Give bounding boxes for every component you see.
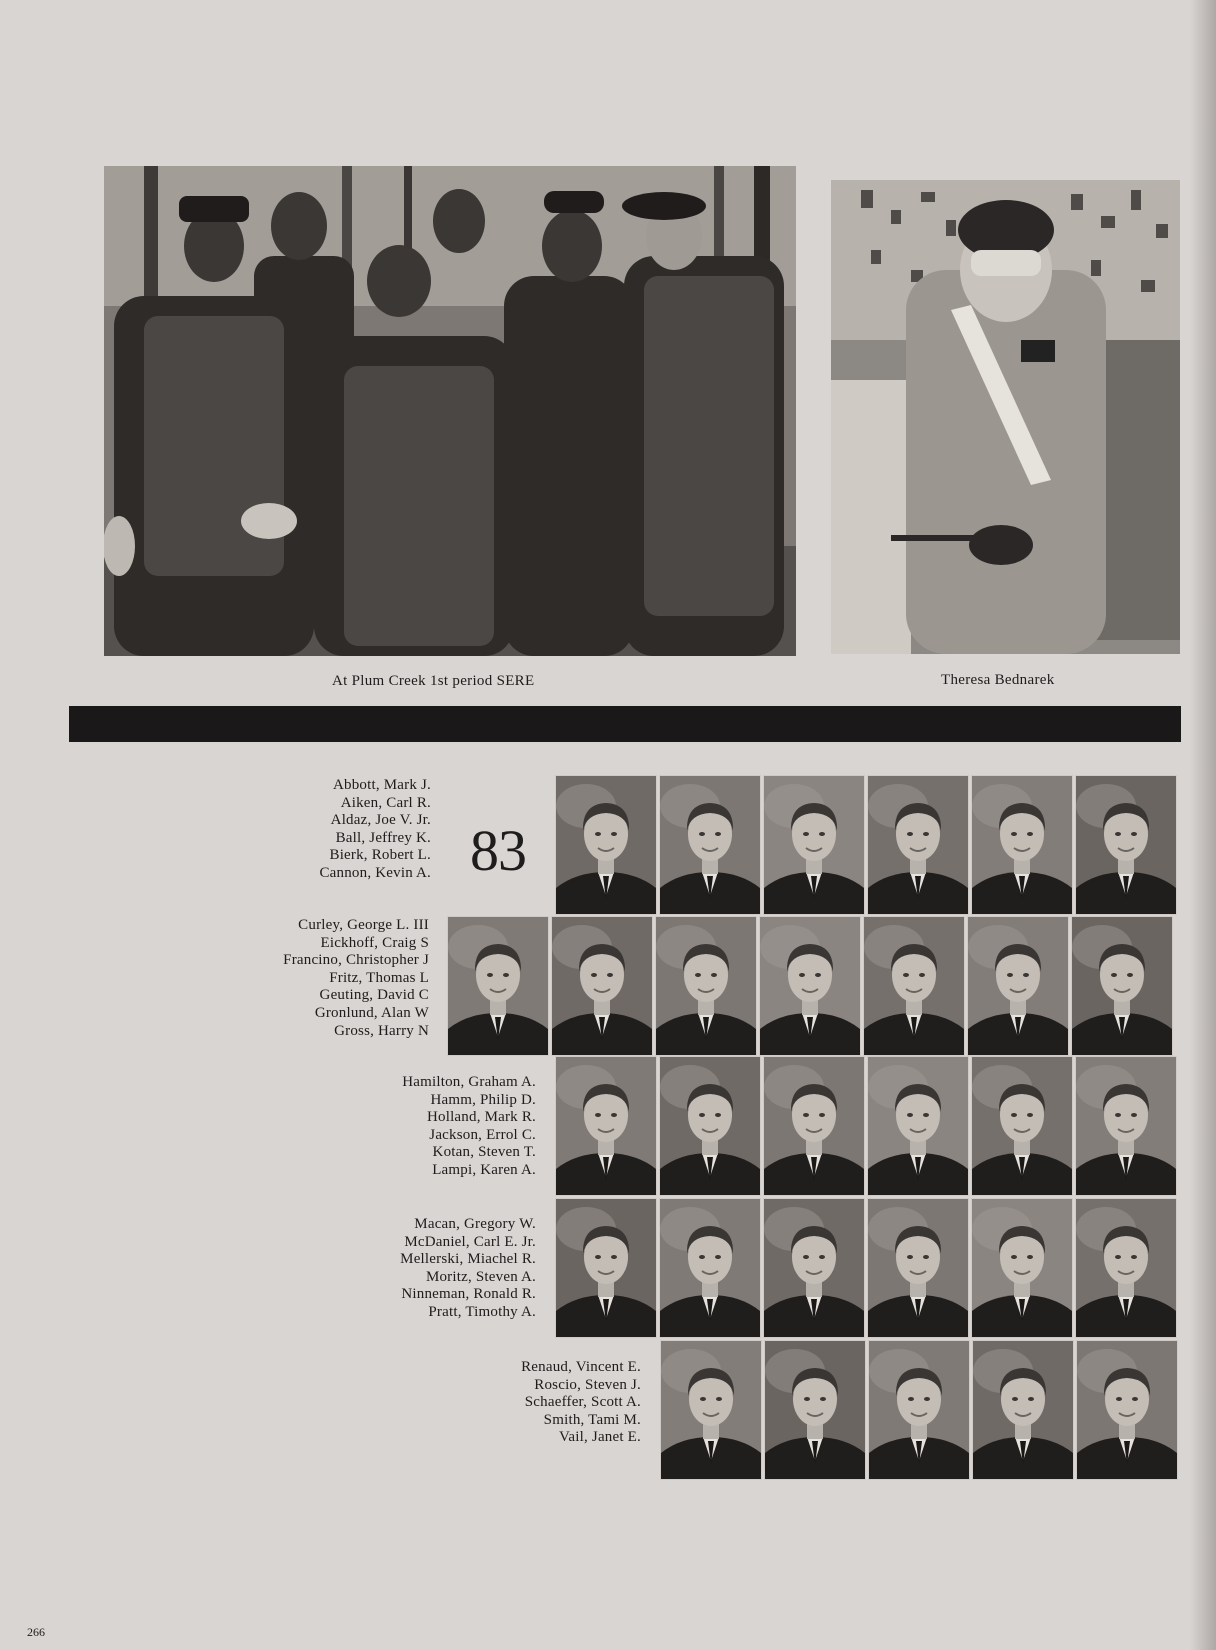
page-number: 266 — [27, 1625, 45, 1639]
name-list-group-1 — [319, 777, 431, 883]
student-portrait — [552, 917, 652, 1055]
student-name: Francino, Christopher J — [283, 952, 429, 969]
student-portrait — [864, 917, 964, 1055]
student-portrait — [764, 1057, 864, 1195]
student-portrait — [972, 1057, 1072, 1195]
group-photo-plum-creek — [104, 166, 796, 656]
student-name: Jackson, Errol C. — [429, 1126, 536, 1143]
student-name: Curley, George L. III — [298, 917, 429, 933]
student-name: Ball, Jeffrey K. — [335, 829, 431, 846]
student-name: Cannon, Kevin A. — [319, 864, 431, 881]
binding-shadow — [1190, 0, 1216, 1650]
student-name: Geuting, David C — [319, 987, 429, 1004]
student-name: Abbott, Mark J. — [333, 777, 431, 793]
student-portrait — [868, 1199, 968, 1337]
student-portrait — [868, 1057, 968, 1195]
student-portrait — [869, 1341, 969, 1479]
student-portrait — [660, 1199, 760, 1337]
student-name: Hamm, Philip D. — [430, 1091, 536, 1108]
student-portrait — [1076, 776, 1176, 914]
student-portrait — [972, 1199, 1072, 1337]
student-portrait — [968, 917, 1068, 1055]
student-name: Gross, Harry N — [334, 1022, 429, 1039]
student-name: Aldaz, Joe V. Jr. — [330, 812, 431, 829]
student-portrait — [661, 1341, 761, 1479]
student-name: Roscio, Steven J. — [534, 1376, 641, 1393]
portrait-photo-bednarek — [831, 180, 1180, 654]
name-list-group-2 — [283, 917, 429, 1040]
student-name: Lampi, Karen A. — [432, 1161, 536, 1178]
student-name: Vail, Janet E. — [559, 1429, 641, 1446]
name-list-group-5 — [521, 1359, 641, 1447]
student-portrait — [765, 1341, 865, 1479]
student-name: Gronlund, Alan W — [314, 1004, 429, 1021]
student-name: Eickhoff, Craig S — [320, 934, 429, 951]
student-portrait — [448, 917, 548, 1055]
student-portrait — [973, 1341, 1073, 1479]
student-name: Hamilton, Graham A. — [402, 1074, 536, 1090]
student-name: Holland, Mark R. — [426, 1109, 536, 1126]
student-name: Ninneman, Ronald R. — [401, 1286, 536, 1303]
student-portrait — [1077, 1341, 1177, 1479]
student-portrait — [764, 776, 864, 914]
divider-band — [69, 706, 1181, 742]
student-name: Fritz, Thomas L — [329, 969, 429, 986]
student-portrait — [1072, 917, 1172, 1055]
student-name: Aiken, Carl R. — [340, 794, 431, 811]
name-list-group-3 — [402, 1074, 536, 1180]
student-name: Pratt, Timothy A. — [428, 1303, 536, 1320]
student-portrait — [660, 1057, 760, 1195]
student-portrait — [760, 917, 860, 1055]
squadron-number: 83 — [470, 818, 526, 883]
left-photo-caption: At Plum Creek 1st period SERE — [332, 673, 535, 689]
name-list-group-4 — [400, 1216, 536, 1322]
student-name: Macan, Gregory W. — [414, 1216, 536, 1232]
student-portrait — [764, 1199, 864, 1337]
student-portrait — [1076, 1057, 1176, 1195]
student-name: Moritz, Steven A. — [425, 1268, 536, 1285]
right-photo-caption: Theresa Bednarek — [941, 672, 1055, 688]
student-name: Mellerski, Miachel R. — [400, 1251, 536, 1268]
student-name: Bierk, Robert L. — [329, 847, 431, 864]
student-portrait — [972, 776, 1072, 914]
student-name: Schaeffer, Scott A. — [524, 1394, 641, 1411]
student-portrait — [556, 776, 656, 914]
student-portrait — [556, 1057, 656, 1195]
student-name: McDaniel, Carl E. Jr. — [404, 1233, 536, 1250]
student-portrait — [556, 1199, 656, 1337]
student-name: Smith, Tami M. — [543, 1411, 641, 1428]
student-portrait — [656, 917, 756, 1055]
student-name: Kotan, Steven T. — [432, 1144, 536, 1161]
student-portrait — [1076, 1199, 1176, 1337]
student-name: Renaud, Vincent E. — [521, 1359, 641, 1375]
student-portrait — [868, 776, 968, 914]
student-portrait — [660, 776, 760, 914]
